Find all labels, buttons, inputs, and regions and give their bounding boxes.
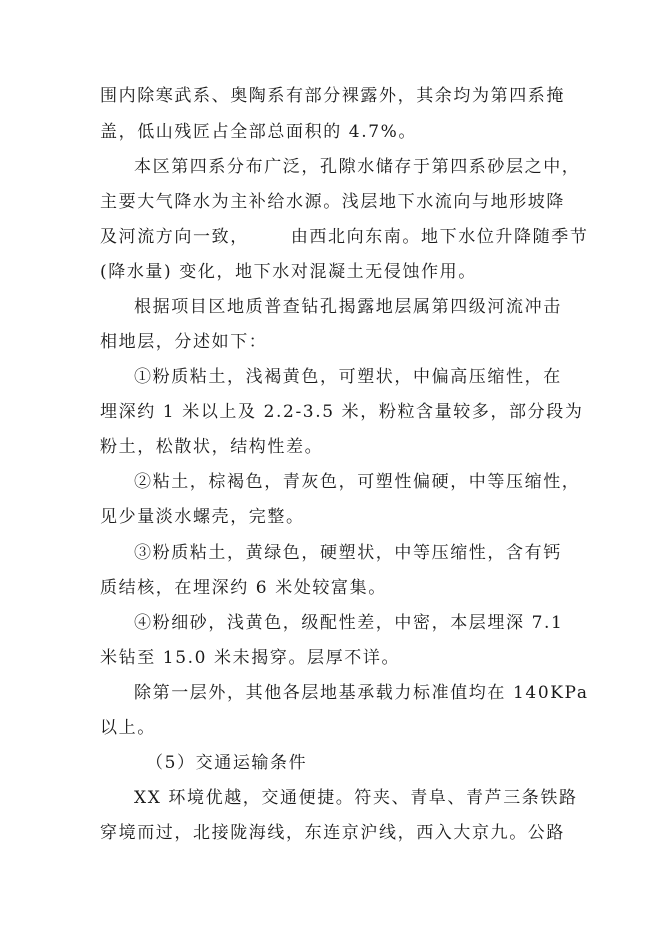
text-line: (降水量) 变化，地下水对混凝土无侵蚀作用。 xyxy=(100,262,477,282)
text-line: 埋深约 1 米以上及 2.2-3.5 米，粉粒含量较多，部分段为 xyxy=(100,402,584,422)
text-line: 以上。 xyxy=(100,718,156,738)
text-line: 主要大气降水为主补给水源。浅层地下水流向与地形坡降 xyxy=(100,192,565,212)
text-line: 粉土，松散状，结构性差。 xyxy=(100,437,324,457)
text-line: 本区第四系分布广泛，孔隙水储存于第四系砂层之中， xyxy=(134,157,581,177)
text-line: 米钻至 15.0 米未揭穿。层厚不详。 xyxy=(100,648,401,668)
text-line: 相地层，分述如下： xyxy=(100,332,268,352)
text-line: 除第一层外，其他各层地基承载力标准值均在 140KPa xyxy=(134,683,589,703)
text-line: ②粘土，棕褐色，青灰色，可塑性偏硬，中等压缩性， xyxy=(134,472,581,492)
text-line: ③粉质粘土，黄绿色，硬塑状，中等压缩性，含有钙 xyxy=(134,543,562,563)
text-line: 及河流方向一致， 由西北向东南。地下水位升降随季节 xyxy=(100,227,589,247)
text-line: ④粉细砂，浅黄色，级配性差，中密，本层埋深 7.1 xyxy=(134,613,564,633)
section-heading: （5）交通运输条件 xyxy=(146,753,308,773)
text-line: 盖，低山残匠占全部总面积的 4.7%。 xyxy=(100,122,417,142)
text-line: ①粉质粘土，浅褐黄色，可塑状，中偏高压缩性，在 xyxy=(134,367,562,387)
text-line: XX 环境优越，交通便捷。符夹、青阜、青芦三条铁路 xyxy=(134,788,578,808)
text-line: 质结核，在埋深约 6 米处较富集。 xyxy=(100,578,387,598)
text-line: 穿境而过，北接陇海线，东连京沪线，西入大京九。公路 xyxy=(100,823,565,843)
text-line: 见少量淡水螺壳，完整。 xyxy=(100,507,305,527)
text-line: 根据项目区地质普查钻孔揭露地层属第四级河流冲击 xyxy=(134,297,562,317)
text-line: 围内除寒武系、奥陶系有部分裸露外，其余均为第四系掩 xyxy=(100,86,565,106)
